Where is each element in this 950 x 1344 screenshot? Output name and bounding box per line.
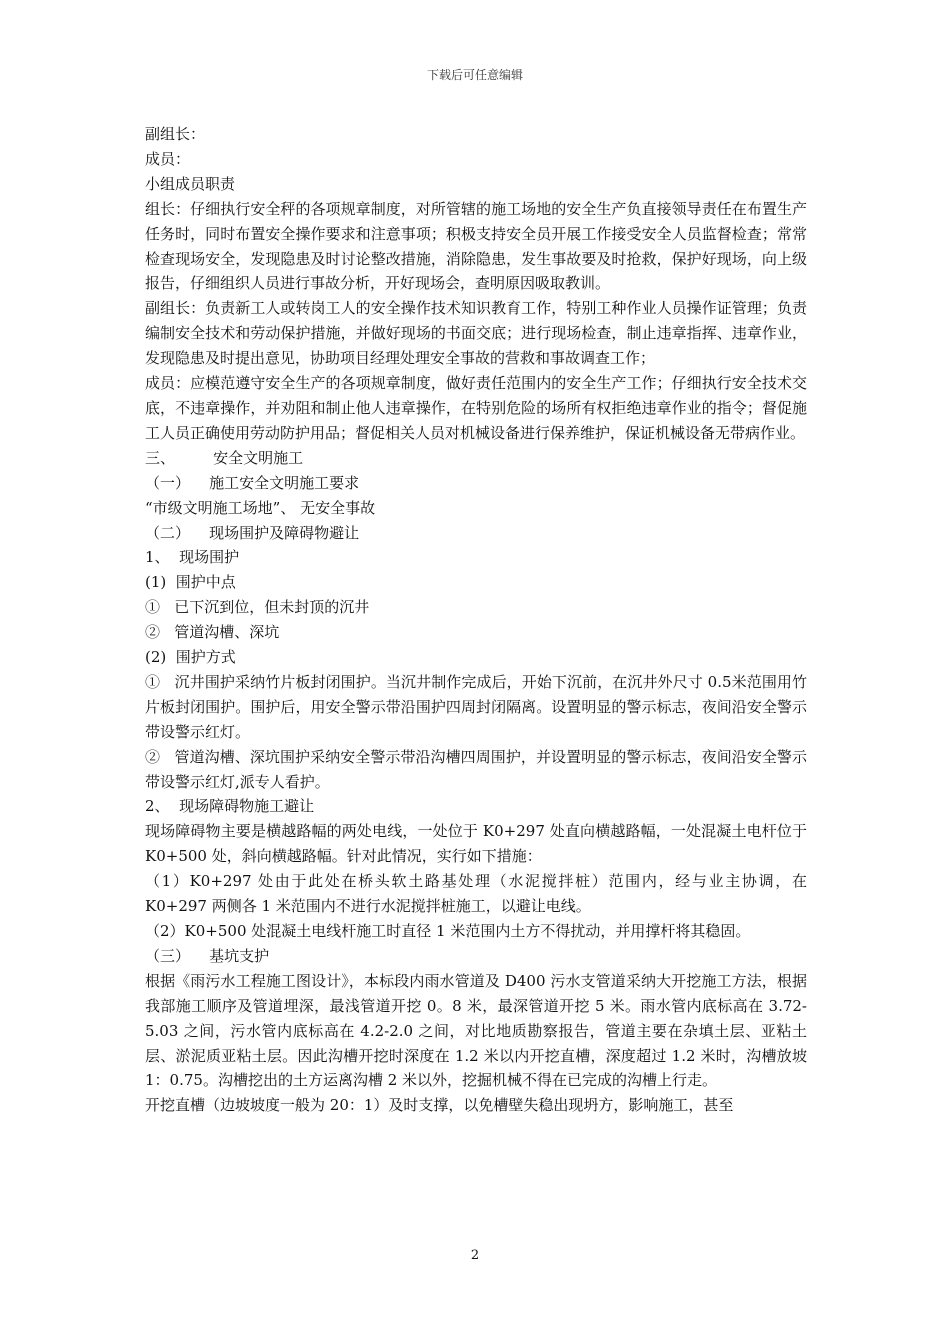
paragraph: 开挖直槽（边坡坡度一般为 20：1）及时支撑，以免槽壁失稳出现坍方，影响施工，甚至 [145,1096,734,1115]
paragraph: 组长：仔细执行安全秤的各项规章制度，对所管辖的施工场地的安全生产负直接领导责任在布置生产任务时，同时布置安全操作要求和注意事项；积极支持安全员开展工作接受安全人员监督检查；常常检查现场安全，发现隐患及时讨论整改措施，消除隐患，发生事故要及时抢救，保护好现场，向上级报告，仔细组织人员进行事故分析，开好现场会，查明原因吸取教训。 [145,199,807,293]
paragraph: 副组长： [145,125,206,143]
paragraph: 现场障碍物主要是横越路幅的两处电线，一处位于 K0+297 处直向横越路幅，一处混凝土电杆位于 K0+500 处，斜向横越路幅。针对此情况，实行如下措施： [145,822,812,866]
paragraph: 根据《雨污水工程施工图设计》，本标段内雨水管道及 D400 污水支管道采纳大开挖施工方法，根据我部施工顺序及管道埋深，最浅管道开挖 0。8 米，最深管道开挖 5 米。雨水管内底标高在 3.72-5.03 之间，污水管内底标高在 4.2-2.0 之间，对比地质勘察报告，管道主要在杂填土层、亚粘土层、淤泥质亚粘土层。因此沟槽开挖时深度在 1.2 米以内开挖直槽，深度超过 1.2 米时，沟槽放坡 1：0.75。沟槽挖出的土方运离沟槽 2 米以外，挖掘机械不得在已完成的沟槽上行走。 [145,971,812,1090]
list-item: ① 已下沉到位，但未封顶的沉井 [145,598,370,617]
paragraph: 副组长：负责新工人或转岗工人的安全操作技术知识教育工作，特别工种作业人员操作证管理；负责编制安全技术和劳动保护措施，并做好现场的书面交底；进行现场检查，制止违章指挥、违章作业，发现隐患及时提出意见，协助项目经理处理安全事故的营救和事故调查工作； [145,299,807,368]
subsection-heading: （一） 施工安全文明施工要求 [145,473,360,492]
subsection-heading: （二） 现场围护及障碍物避让 [145,523,360,542]
list-item: 1、 现场围护 [145,548,240,567]
page-number: 2 [470,1248,480,1263]
page-header-note: 下载后可任意编辑 [426,68,523,82]
subsection-heading: （三） 基坑支护 [145,946,270,965]
list-item: ② 管道沟槽、深坑 [145,623,280,642]
list-item: （1）K0+297 处由于此处在桥头软土路基处理（水泥搅拌桩）范围内，经与业主协调，在K0+297 两侧各 1 米范围内不进行水泥搅拌桩施工，以避让电线。 [145,872,807,916]
list-item: ① 沉井围护采纳竹片板封闭围护。当沉井制作完成后，开始下沉前，在沉井外尺寸 0.5米范围用竹片板封闭围护。围护后，用安全警示带沿围护四周封闭隔离。设置明显的警示标志，夜间沿安全警示带设警示红灯。 [145,672,807,741]
list-item: (1) 围护中点 [145,573,236,592]
document-body [145,122,812,1118]
paragraph: 成员：应模范遵守安全生产的各项规章制度，做好责任范围内的安全生产工作；仔细执行安全技术交底，不违章操作，并劝阻和制止他人违章操作，在特别危险的场所有权拒绝违章作业的指令；督促施工人员正确使用劳动防护用品；督促相关人员对机械设备进行保养维护，保证机械设备无带病作业。 [145,374,807,442]
paragraph: 小组成员职责 [145,174,236,193]
paragraph: 成员： [145,149,191,168]
list-item: （2）K0+500 处混凝土电线杆施工时直径 1 米范围内土方不得扰动，并用撑杆将其稳固。 [145,922,751,940]
paragraph: “市级文明施工场地”、 无安全事故 [145,498,376,517]
list-item: (2) 围护方式 [145,648,236,667]
section-heading: 三、 安全文明施工 [145,448,304,467]
list-item: 2、 现场障碍物施工避让 [145,797,315,816]
list-item: ② 管道沟槽、深坑围护采纳安全警示带沿沟槽四周围护，并设置明显的警示标志，夜间沿安全警示带设警示红灯,派专人看护。 [145,747,807,791]
